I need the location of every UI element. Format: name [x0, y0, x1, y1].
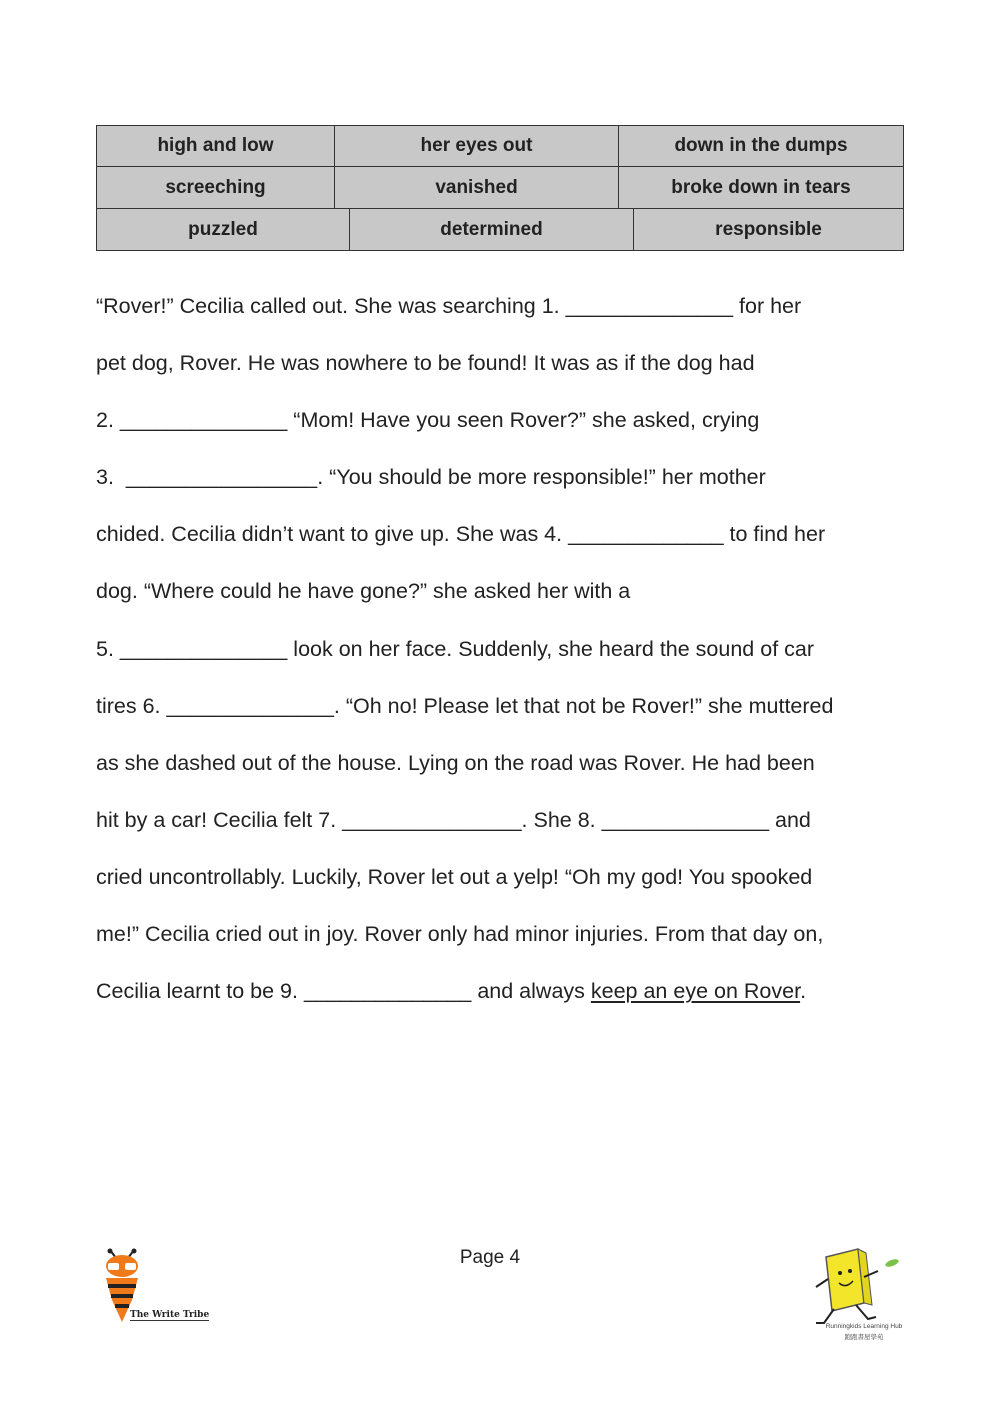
story-line: [96, 792, 916, 849]
story-line: [96, 392, 916, 449]
word-bank-cell: determined: [350, 209, 634, 250]
story-line: [96, 449, 916, 506]
story-line: pet dog, Rover. He was nowhere to be found! It was as if the dog had: [96, 351, 755, 376]
word-bank-cell: down in the dumps: [674, 135, 848, 156]
word-bank-cell: responsible: [715, 218, 822, 240]
word-bank-cell: high and low: [97, 126, 335, 166]
story-text: for her: [733, 294, 802, 318]
story-line: [96, 963, 916, 1020]
story-passage: [96, 278, 916, 1020]
story-text: 3.: [96, 465, 126, 490]
story-text: 5.: [96, 636, 120, 661]
page-number: Page 4: [459, 1247, 521, 1268]
story-line: [96, 278, 916, 335]
story-text: . She 8.: [521, 807, 602, 832]
story-text: look on her face. Suddenly, she heard the sound of car: [287, 636, 815, 661]
story-line: [96, 678, 916, 735]
word-bank-cell: screeching: [97, 167, 335, 208]
story-text: tires 6.: [96, 693, 167, 718]
story-text: and always: [471, 979, 591, 1004]
word-bank-cell: puzzled: [97, 209, 350, 250]
story-text: “Mom! Have you seen Rover?” she asked, crying: [287, 408, 760, 433]
story-text: to find her: [723, 522, 826, 547]
word-bank-row: [96, 167, 904, 209]
story-text: 2.: [96, 408, 120, 433]
right-logo-subtext: 跑跑書屋學苑: [844, 1334, 884, 1341]
story-line: cried uncontrollably. Luckily, Rover let out a yelp! “Oh my god! You spooked: [96, 864, 813, 889]
answer-blank-1[interactable]: ______________: [565, 294, 734, 318]
word-bank-table: [96, 125, 904, 251]
word-bank-row: [96, 209, 904, 251]
story-text: “Rover!” Cecilia called out. She was searching 1.: [96, 294, 566, 318]
answer-blank-8[interactable]: ______________: [601, 807, 770, 832]
answer-blank-7[interactable]: _______________: [342, 807, 522, 832]
word-bank-cell: her eyes out: [335, 126, 619, 166]
word-bank-row: [96, 125, 904, 167]
story-text: .: [800, 979, 807, 1004]
answer-blank-5[interactable]: ______________: [119, 636, 288, 661]
story-line: [96, 621, 916, 678]
story-text: hit by a car! Cecilia felt 7.: [96, 807, 343, 832]
answer-blank-6[interactable]: ______________: [166, 693, 334, 718]
story-text: Cecilia learnt to be 9.: [96, 979, 304, 1004]
story-line: [96, 506, 916, 563]
answer-blank-2[interactable]: ______________: [119, 408, 288, 433]
story-text: . “You should be more responsible!” her mother: [317, 465, 766, 490]
underlined-phrase: keep an eye on Rover: [590, 979, 801, 1004]
story-line: me!” Cecilia cried out in joy. Rover only had minor injuries. From that day on,: [96, 922, 824, 947]
answer-blank-9[interactable]: ______________: [303, 979, 472, 1004]
story-text: . “Oh no! Please let that not be Rover!” she muttered: [333, 693, 834, 718]
word-bank-cell: broke down in tears: [671, 176, 851, 198]
right-logo-text: Runningkids Learning Hub: [825, 1323, 903, 1330]
word-bank-cell: vanished: [335, 167, 619, 208]
story-text: and: [769, 807, 811, 832]
story-line: dog. “Where could he have gone?” she asked her with a: [96, 579, 631, 604]
answer-blank-3[interactable]: ________________: [125, 465, 318, 490]
story-line: as she dashed out of the house. Lying on the road was Rover. He had been: [96, 750, 815, 775]
story-text: chided. Cecilia didn’t want to give up. She was 4.: [96, 522, 569, 547]
answer-blank-4[interactable]: _____________: [568, 522, 724, 547]
left-logo-text: The Write Tribe: [130, 1310, 210, 1320]
